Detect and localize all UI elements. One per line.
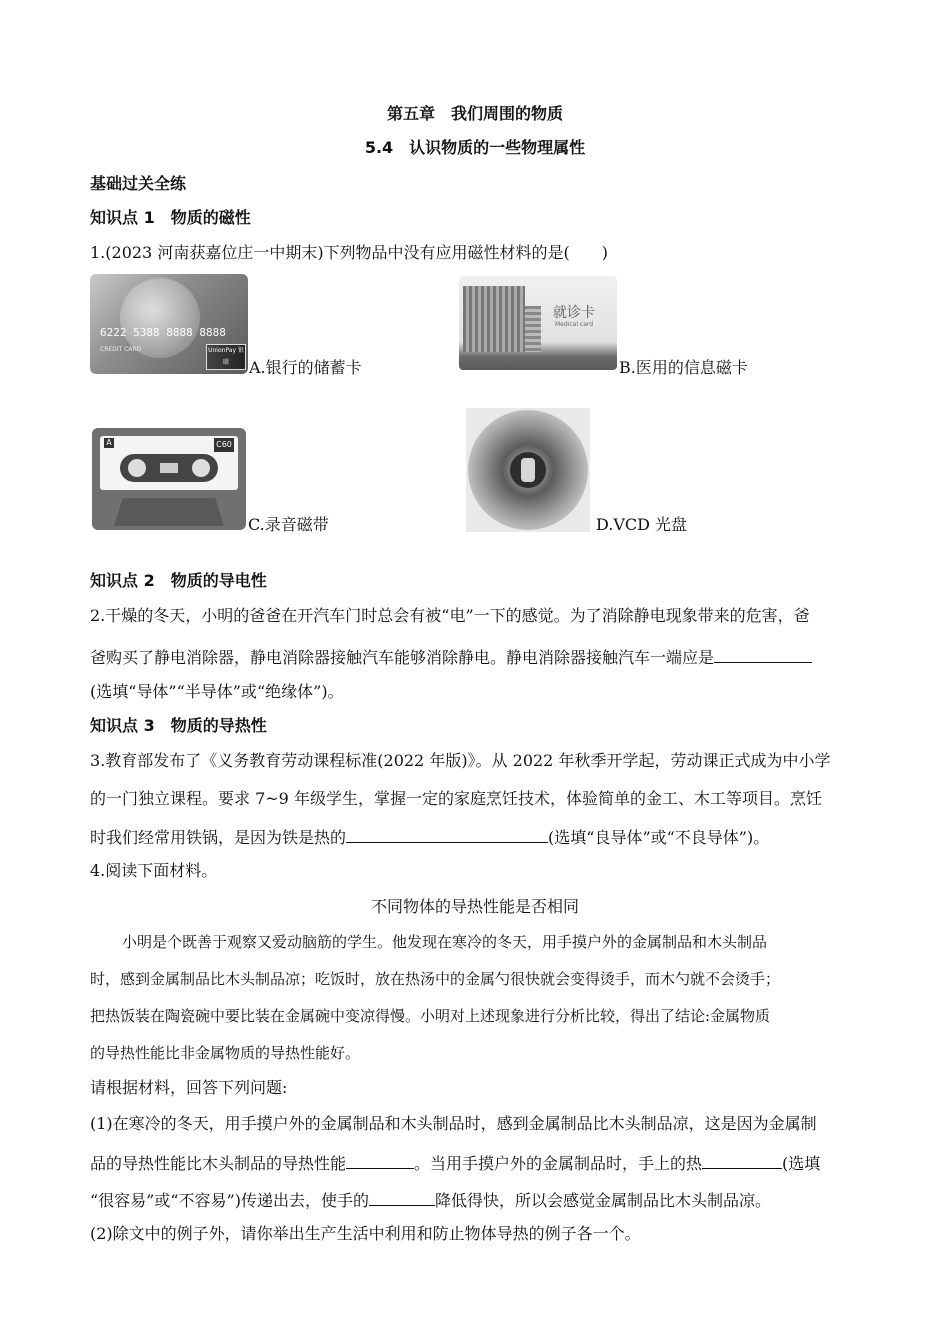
tape-side-label: A: [104, 438, 114, 448]
sub-question-1-blank-2[interactable]: [702, 1152, 782, 1169]
question-2-text: 爸购买了静电消除器，静电消除器接触汽车能够消除静电。静电消除器接触汽车一端应是: [90, 648, 715, 667]
tape-bottom-icon: [114, 498, 224, 526]
tape-length-label: C60: [214, 438, 234, 452]
tape-center-icon: [160, 463, 178, 473]
question-3-line-3: [90, 826, 769, 848]
reel-left-icon: [128, 459, 146, 477]
question-3-line-2: 的一门独立课程。要求 7~9 年级学生，掌握一定的家庭烹饪技术，体验简单的金工、木工等项目。烹饪: [90, 789, 822, 808]
sub-question-1-text-a: 品的导热性能比木头制品的导热性能: [90, 1154, 347, 1173]
knowledge-point-3: 知识点 3 物质的导热性: [90, 716, 267, 735]
building-icon: [463, 286, 525, 352]
question-1-stem: 1.(2023 河南获嘉位庄一中期末)下列物品中没有应用磁性材料的是( ): [90, 243, 609, 262]
practice-title: 基础过关全练: [90, 174, 187, 193]
card-type: CREDIT CARD: [100, 346, 142, 353]
card-subtitle: Medical card: [555, 321, 594, 328]
option-c-label: C.录音磁带: [248, 515, 329, 534]
card-number: 6222 5388 8888 8888: [100, 326, 226, 339]
disc-center-icon: [521, 458, 535, 482]
section-title: 5.4 认识物质的一些物理属性: [364, 138, 586, 157]
question-3-answer-blank[interactable]: [346, 826, 548, 843]
reading-paragraph-line-2: 时，感到金属制品比木头制品凉；吃饭时，放在热汤中的金属勺很快就会变得烫手，而木勺就不会烫手；: [90, 970, 781, 988]
sub-question-1-blank-3[interactable]: [369, 1189, 435, 1206]
sub-question-1-text-c: (选填: [782, 1154, 821, 1173]
building-icon-2: [525, 306, 541, 352]
reel-right-icon: [192, 459, 210, 477]
sub-question-2: (2)除文中的例子外，请你举出生产生活中利用和防止物体导热的例子各一个。: [90, 1224, 641, 1243]
tape-label-area: [100, 436, 238, 490]
question-3-text-b: (选填“良导体”或“不良导体”)。: [548, 828, 770, 847]
chapter-title: 第五章 我们周围的物质: [386, 104, 563, 123]
tape-window: [120, 454, 218, 482]
sub-question-1-text-e: 降低得快，所以会感觉金属制品比木头制品凉。: [434, 1191, 771, 1210]
sub-question-1-blank-1[interactable]: [346, 1152, 414, 1169]
option-d-label: D.VCD 光盘: [596, 515, 688, 534]
question-4-prompt: 请根据材料，回答下列问题:: [90, 1078, 288, 1097]
sub-question-1-line-1: (1)在寒冷的冬天，用手摸户外的金属制品和木头制品时，感到金属制品比木头制品凉，这是因为金属制: [90, 1114, 817, 1133]
vcd-disc-image: [466, 408, 590, 532]
medical-card-image: [459, 276, 617, 370]
reading-paragraph-line-4: 的导热性能比非金属物质的导热性能好。: [90, 1044, 361, 1062]
knowledge-point-1: 知识点 1 物质的磁性: [90, 208, 251, 227]
question-2-answer-blank[interactable]: [714, 646, 812, 663]
unionpay-logo: UnionPay 银联: [206, 344, 246, 370]
option-a-label: A.银行的储蓄卡: [249, 358, 362, 377]
sub-question-1-text-b: 。当用手摸户外的金属制品时，手上的热: [414, 1154, 703, 1173]
sub-question-1-line-2: [90, 1152, 820, 1174]
reading-paragraph-line-3: 把热饭装在陶瓷碗中要比装在金属碗中变凉得慢。小明对上述现象进行分析比较，得出了结论:金属物质: [90, 1007, 771, 1025]
knowledge-point-2: 知识点 2 物质的导电性: [90, 571, 267, 590]
sub-question-1-text-d: “很容易”或“不容易”)传递出去，使手的: [90, 1191, 369, 1210]
question-3-line-1: 3.教育部发布了《义务教育劳动课程标准(2022 年版)》。从 2022 年秋季开学起，劳动课正式成为中小学: [90, 751, 831, 770]
disc-hub-icon: [510, 452, 546, 488]
question-4-intro: 4.阅读下面材料。: [90, 861, 218, 880]
question-3-text-a: 时我们经常用铁锅，是因为铁是热的: [90, 828, 347, 847]
reading-paragraph-line-1: 小明是个既善于观察又爱动脑筋的学生。他发现在寒冷的冬天，用手摸户外的金属制品和木头制品: [122, 933, 768, 951]
bank-card-image: [90, 274, 248, 374]
sub-question-1-line-3: [90, 1189, 771, 1211]
option-b-label: B.医用的信息磁卡: [619, 358, 748, 377]
reading-title: 不同物体的导热性能是否相同: [370, 897, 579, 916]
cassette-tape-image: [92, 428, 246, 530]
question-2-line-1: 2.干燥的冬天，小明的爸爸在开汽车门时总会有被“电”一下的感觉。为了消除静电现象带来的危害，爸: [90, 606, 810, 625]
question-2-line-2: [90, 646, 812, 668]
question-2-line-3: (选填“导体”“半导体”或“绝缘体”)。: [90, 682, 344, 701]
card-title: 就诊卡: [553, 305, 595, 321]
